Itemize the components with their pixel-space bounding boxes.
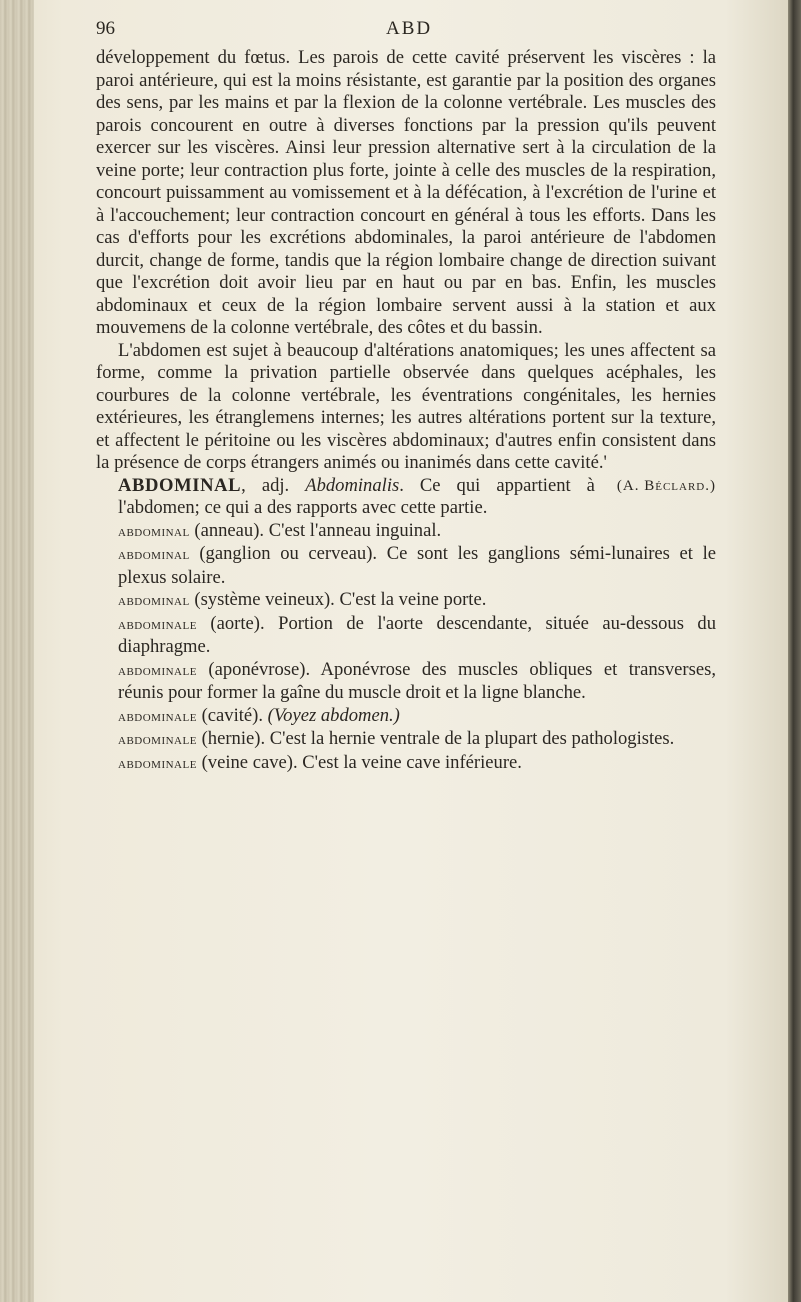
subentry-qualifier: (système veineux). bbox=[189, 589, 340, 610]
subentry-term: abdominal bbox=[118, 593, 190, 609]
subentry-qualifier: (cavité). bbox=[196, 704, 268, 726]
subentry-term: abdominale bbox=[118, 662, 197, 679]
subentry-qualifier: (anneau). bbox=[189, 519, 269, 541]
subentry bbox=[96, 613, 716, 659]
entry-latin: Abdominalis bbox=[305, 474, 400, 496]
entry-grammar: , adj. bbox=[241, 474, 306, 496]
subentry-term: abdominale bbox=[118, 755, 197, 772]
subentry bbox=[96, 728, 716, 752]
body-text bbox=[96, 47, 716, 775]
subentry-qualifier: (aponévrose). bbox=[196, 658, 321, 680]
subentry-text: Ce sont les ganglions sémi-lunaires et le plexus solaire. bbox=[118, 543, 716, 588]
subentry bbox=[96, 659, 716, 705]
entry-headword: ABDOMINAL bbox=[118, 474, 242, 496]
page-edge-shadow bbox=[788, 0, 801, 1302]
subentry-term: abdominale bbox=[118, 708, 197, 725]
author-signature: (A. Béclard.) bbox=[616, 477, 716, 494]
subentry-text: Aponévrose des muscles obliques et transverses, réunis pour former la gaîne du muscle droit et la ligne blanche. bbox=[118, 658, 716, 703]
subentry-term: abdominal bbox=[118, 523, 190, 540]
subentry bbox=[96, 543, 716, 589]
paragraph-1: développement du fœtus. Les parois de cette cavité préservent les viscères : la paroi antérieure, qui est la moins résistante, est garantie par la position des organes des sens, par les mains et par la flexion de la colonne vertébrale. Les muscles des parois concourent en outre à diverses fonctions par la pression qu'ils peuvent exercer sur les viscères. Ainsi leur pression alternative sert à la circulation de la veine porte; leur contraction plus forte, jointe à celle des muscles de la respiration, concourt puissamment au vomissement et à la défécation, à l'excrétion de l'urine et à l'accouchement; leur contraction concourt en général à tous les efforts. Dans les cas d'efforts pour les excrétions abdominales, la paroi antérieure de l'abdomen durcit, change de forme, tandis que la région lombaire change de direction suivant que l'excrétion doit avoir lieu par en haut ou par en bas. Enfin, les muscles abdominaux et ceux de la région lombaire servent aussi à la station et aux mouvemens de la colonne vertébrale, des côtes et du bassin. bbox=[96, 47, 716, 338]
running-head: ABD bbox=[386, 18, 433, 39]
subentry-term: abdominale bbox=[118, 732, 197, 748]
subentry-text: C'est l'anneau inguinal. bbox=[268, 519, 442, 541]
subentry-term: abdominale bbox=[118, 616, 197, 633]
binding-gutter bbox=[0, 0, 34, 1302]
subentry-qualifier: (hernie). bbox=[196, 728, 270, 749]
subentry-text: C'est la veine porte. bbox=[339, 589, 487, 610]
subentry bbox=[96, 589, 716, 613]
subentry-qualifier: (aorte). bbox=[196, 612, 279, 634]
page-header bbox=[96, 18, 696, 44]
page-number: 96 bbox=[96, 18, 115, 39]
subentry bbox=[96, 705, 716, 729]
subentry bbox=[96, 520, 716, 544]
subentry-text: C'est la veine cave inférieure. bbox=[302, 751, 522, 773]
subentry-qualifier: (veine cave). bbox=[196, 751, 303, 773]
subentry-text: (Voyez abdomen.) bbox=[267, 704, 400, 726]
paragraph-2-text: L'abdomen est sujet à beaucoup d'altérations anatomiques; les unes affectent sa forme, comme la privation partielle observée dans quelques acéphales, les courbures de la colonne vertébrale, les éventrations congénitales, les hernies extérieures, les étranglemens internes; les autres altérations portent sur la texture, et affectent le péritoine ou les viscères abdominaux; d'autres enfin consistent dans la présence de corps étrangers animés ou inanimés dans cette cavité.' bbox=[96, 339, 716, 473]
subentry-text: C'est la hernie ventrale de la plupart des pathologistes. bbox=[269, 728, 675, 749]
subentry-qualifier: (ganglion ou cerveau). bbox=[189, 543, 387, 564]
entry-definition: . Ce qui appartient à l'abdomen; ce qui a des rapports avec cette partie. bbox=[118, 474, 595, 518]
subentry-term: abdominal bbox=[118, 547, 190, 563]
subentry-text: Portion de l'aorte descendante, située au-dessous du diaphragme. bbox=[118, 612, 716, 657]
subentry bbox=[96, 752, 716, 776]
